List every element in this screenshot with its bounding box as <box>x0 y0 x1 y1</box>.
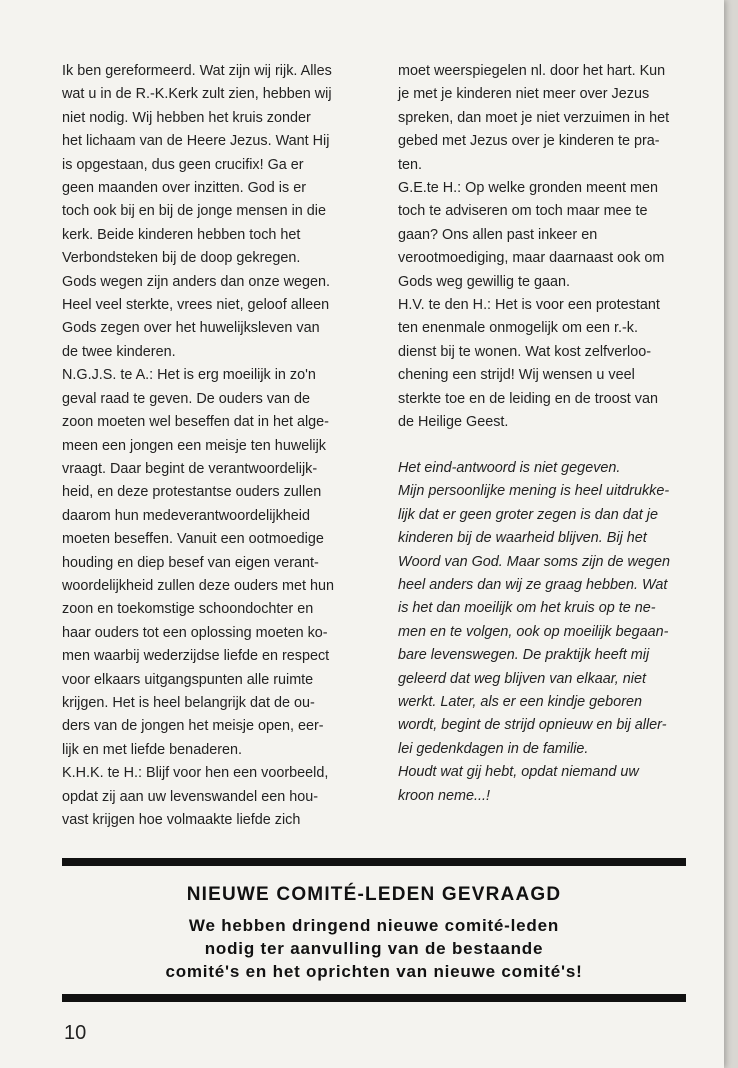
text-line: vraagt. Daar begint de verantwoordelijk- <box>62 460 318 477</box>
page-number: 10 <box>64 1022 87 1044</box>
commentary-line: Mijn persoonlijke mening is heel uitdrukke- <box>398 483 670 500</box>
text-line: geen maanden over inzitten. God is er <box>62 180 306 197</box>
text-line: het lichaam van de Heere Jezus. Want Hij <box>62 133 330 150</box>
commentary-line: heel anders dan wij ze graag hebben. Wat <box>398 577 668 594</box>
text-line: meen een jongen een meisje ten huwelijk <box>62 437 326 454</box>
text-line: chening een strijd! Wij wensen u veel <box>398 367 635 384</box>
text-line: ders van de jongen het meisje open, eer- <box>62 718 324 735</box>
text-line: toch te adviseren om toch maar mee te <box>398 203 648 220</box>
text-line: opdat zij aan uw levenswandel een hou- <box>62 788 319 805</box>
right-column <box>398 60 704 435</box>
text-line: H.V. te den H.: Het is voor een protestant <box>398 297 660 314</box>
text-line: heid, en deze protestantse ouders zullen <box>62 484 322 501</box>
text-line: zoon en toekomstige schoondochter en <box>62 601 314 618</box>
text-line: ten enenmale onmogelijk om een r.-k. <box>398 320 638 337</box>
text-line: zoon moeten wel beseffen dat in het alge- <box>62 414 329 431</box>
text-line: krijgen. Het is heel belangrijk dat de ou- <box>62 694 315 711</box>
text-line: voor elkaars uitgangspunten alle ruimte <box>62 671 314 688</box>
text-line: G.E.te H.: Op welke gronden meent men <box>398 180 658 197</box>
commentary-line: geleerd dat weg blijven van elkaar, niet <box>398 670 646 687</box>
text-line: gebed met Jezus over je kinderen te pra- <box>398 133 660 150</box>
text-line: moet weerspiegelen nl. door het hart. Kun <box>398 63 666 79</box>
text-line: K.H.K. te H.: Blijf voor hen een voorbeeld, <box>62 765 329 782</box>
text-line: de twee kinderen. <box>62 343 176 360</box>
commentary-line: werkt. Later, als er een kindje geboren <box>398 694 642 711</box>
commentary-line: bare levenswegen. De praktijk heeft mij <box>398 647 650 664</box>
text-line: woordelijkheid zullen deze ouders met hun <box>62 577 334 594</box>
notice-bottom-rule <box>62 994 686 1002</box>
commentary-line: is het dan moeilijk om het kruis op te ne- <box>398 600 656 617</box>
text-line: Verbondsteken bij de doop gekregen. <box>62 250 301 267</box>
text-line: gaan? Ons allen past inkeer en <box>398 226 598 243</box>
text-line: Heel veel sterkte, vrees niet, geloof alleen <box>62 297 330 314</box>
text-line: toch ook bij en bij de jonge mensen in die <box>62 203 327 220</box>
notice-line: We hebben dringend nieuwe comité-leden <box>188 916 560 935</box>
text-line: je met je kinderen niet meer over Jezus <box>398 86 650 103</box>
notice-top-rule <box>62 858 686 866</box>
text-line: lijk en met liefde benaderen. <box>62 741 242 758</box>
notice-line: nodig ter aanvulling van de bestaande <box>204 939 544 958</box>
text-line: men waarbij wederzijdse liefde en respect <box>62 648 330 665</box>
text-line: vast krijgen hoe volmaakte liefde zich <box>62 812 301 828</box>
commentary-line: men en te volgen, ook op moeilijk begaan- <box>398 623 669 640</box>
text-line: sterkte toe en de leiding en de troost van <box>398 390 659 407</box>
text-line: daarom hun medeverantwoordelijkheid <box>62 507 310 524</box>
text-line: Gods weg gewillig te gaan. <box>398 273 570 290</box>
text-line: wat u in de R.-K.Kerk zult zien, hebben wij <box>62 86 332 103</box>
text-line: de Heilige Geest. <box>398 414 509 431</box>
left-column <box>62 60 376 832</box>
text-line: ten. <box>398 156 423 173</box>
commentary-line: lei gedenkdagen in de familie. <box>398 740 589 757</box>
text-line: verootmoediging, maar daarnaast ook om <box>398 250 665 267</box>
text-line: kerk. Beide kinderen hebben toch het <box>62 226 301 243</box>
commentary-line: kinderen bij de waarheid blijven. Bij het <box>398 530 647 547</box>
text-line: Ik ben gereformeerd. Wat zijn wij rijk. Alles <box>62 63 332 79</box>
text-line: spreken, dan moet je niet verzuimen in het <box>398 109 670 126</box>
commentary-line: wordt, begint de strijd opnieuw en bij aller- <box>398 717 667 734</box>
commentary-line: kroon neme...! <box>398 787 490 804</box>
commentary-line: lijk dat er geen groter zegen is dan dat je <box>398 506 658 523</box>
notice-title: NIEUWE COMITÉ-LEDEN GEVRAAGD <box>186 884 562 905</box>
text-line: haar ouders tot een oplossing moeten ko- <box>62 624 328 641</box>
text-line: N.G.J.S. te A.: Het is erg moeilijk in zo'n <box>62 367 316 384</box>
text-line: dienst bij te wonen. Wat kost zelfverloo- <box>398 343 652 360</box>
text-line: geval raad te geven. De ouders van de <box>62 390 311 407</box>
notice-line: comité's en het oprichten van nieuwe comité's! <box>165 962 583 981</box>
editor-commentary <box>398 457 704 808</box>
text-line: niet nodig. Wij hebben het kruis zonder <box>62 109 311 126</box>
text-line: Gods zegen over het huwelijksleven van <box>62 320 320 337</box>
notice-body <box>62 914 686 983</box>
commentary-line: Woord van God. Maar soms zijn de wegen <box>398 553 670 570</box>
text-line: Gods wegen zijn anders dan onze wegen. <box>62 273 331 290</box>
commentary-line: Houdt wat gij hebt, opdat niemand uw <box>398 764 639 781</box>
commentary-line: Het eind-antwoord is niet gegeven. <box>398 460 621 476</box>
text-line: is opgestaan, dus geen crucifix! Ga er <box>62 156 304 173</box>
text-line: houding en diep besef van eigen verant- <box>62 554 319 571</box>
text-line: moeten beseffen. Vanuit een ootmoedige <box>62 531 324 548</box>
